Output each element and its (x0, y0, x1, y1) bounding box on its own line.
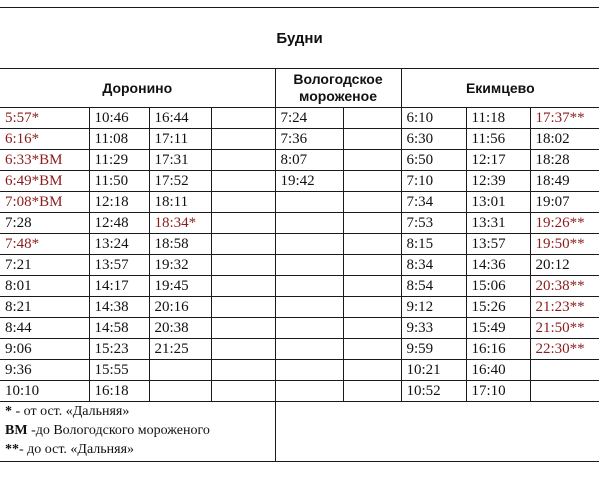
table-row (0, 255, 599, 276)
departure-time-cell: 12:17 (466, 150, 530, 171)
departure-time-cell (211, 360, 275, 381)
legend-text: -до Вологодского мороженого (27, 423, 210, 438)
departure-time-cell: 18:58 (149, 234, 211, 255)
departure-time-cell: 13:24 (89, 234, 149, 255)
departure-time-cell: 7:24 (275, 108, 343, 129)
departure-time-cell: 16:16 (466, 339, 530, 360)
table-row (0, 150, 599, 171)
stop-vologodskoe-heading: Вологодское мороженое (275, 69, 401, 108)
departure-time-cell: 9:12 (401, 297, 466, 318)
departure-time-cell: 11:29 (89, 150, 149, 171)
departure-time-cell (343, 129, 401, 150)
departure-time-cell: 11:08 (89, 129, 149, 150)
table-row (0, 297, 599, 318)
departure-time-cell (275, 276, 343, 297)
departure-time-cell (343, 108, 401, 129)
table-row (0, 171, 599, 192)
departure-time-cell (343, 339, 401, 360)
departure-time-cell: 8:34 (401, 255, 466, 276)
departure-time-cell (530, 360, 599, 381)
departure-time-cell (211, 255, 275, 276)
legend-mark: ** (5, 442, 19, 457)
departure-time-cell: 18:11 (149, 192, 211, 213)
departure-time-cell (275, 360, 343, 381)
departure-time-cell: 10:10 (0, 381, 89, 402)
departure-time-cell (343, 192, 401, 213)
departure-time-cell: 6:49*ВМ (0, 171, 89, 192)
departure-time-cell: 8:01 (0, 276, 89, 297)
table-row (0, 192, 599, 213)
departure-time-cell: 13:57 (466, 234, 530, 255)
departure-time-cell (275, 297, 343, 318)
departure-time-cell: 14:38 (89, 297, 149, 318)
departure-time-cell: 15:23 (89, 339, 149, 360)
departure-time-cell: 10:52 (401, 381, 466, 402)
departure-time-cell (343, 234, 401, 255)
departure-time-cell (530, 381, 599, 402)
departure-time-cell: 7:48* (0, 234, 89, 255)
departure-time-cell: 10:21 (401, 360, 466, 381)
departure-time-cell (211, 192, 275, 213)
departure-time-cell: 12:39 (466, 171, 530, 192)
departure-time-cell: 13:57 (89, 255, 149, 276)
empty-notes-cell (275, 402, 599, 462)
departure-time-cell: 10:46 (89, 108, 149, 129)
departure-time-cell: 7:28 (0, 213, 89, 234)
departure-time-cell: 8:15 (401, 234, 466, 255)
departure-time-cell: 21:25 (149, 339, 211, 360)
departure-time-cell: 8:21 (0, 297, 89, 318)
departure-time-cell: 18:49 (530, 171, 599, 192)
departure-time-cell: 22:30** (530, 339, 599, 360)
departure-time-cell (343, 318, 401, 339)
bus-schedule-table (0, 7, 599, 462)
departure-time-cell (149, 360, 211, 381)
departure-time-cell: 17:31 (149, 150, 211, 171)
notes-row (0, 402, 599, 462)
legend-note (5, 440, 275, 459)
departure-time-cell: 17:11 (149, 129, 211, 150)
departure-time-cell: 19:50** (530, 234, 599, 255)
departure-time-cell: 19:26** (530, 213, 599, 234)
departure-time-cell: 18:02 (530, 129, 599, 150)
departure-time-cell: 19:07 (530, 192, 599, 213)
stops-header-row (0, 69, 599, 108)
departure-time-cell: 11:56 (466, 129, 530, 150)
departure-time-cell: 7:10 (401, 171, 466, 192)
schedule-title: Будни (0, 8, 599, 69)
departure-time-cell: 15:26 (466, 297, 530, 318)
departure-time-cell (275, 318, 343, 339)
table-row (0, 108, 599, 129)
table-row (0, 276, 599, 297)
departure-time-cell: 9:36 (0, 360, 89, 381)
departure-time-cell: 16:40 (466, 360, 530, 381)
departure-time-cell (211, 234, 275, 255)
departure-time-cell: 18:34* (149, 213, 211, 234)
departure-time-cell: 17:10 (466, 381, 530, 402)
departure-time-cell: 18:28 (530, 150, 599, 171)
departure-time-cell (275, 255, 343, 276)
departure-time-cell (275, 339, 343, 360)
departure-time-cell: 7:36 (275, 129, 343, 150)
legend-text: - до ост. «Дальняя» (19, 442, 135, 457)
legend-note (5, 421, 275, 440)
departure-time-cell: 6:50 (401, 150, 466, 171)
departure-time-cell: 6:16* (0, 129, 89, 150)
departure-time-cell: 19:42 (275, 171, 343, 192)
departure-time-cell (211, 297, 275, 318)
table-row (0, 213, 599, 234)
departure-time-cell: 15:49 (466, 318, 530, 339)
departure-time-cell (343, 255, 401, 276)
departure-time-cell: 13:01 (466, 192, 530, 213)
departure-time-cell: 20:38** (530, 276, 599, 297)
departure-time-cell: 19:32 (149, 255, 211, 276)
table-row (0, 234, 599, 255)
departure-time-cell: 6:30 (401, 129, 466, 150)
departure-time-cell (211, 381, 275, 402)
legend-mark: * (5, 404, 12, 419)
table-row (0, 360, 599, 381)
departure-time-cell (211, 171, 275, 192)
table-row (0, 381, 599, 402)
departure-time-cell: 14:36 (466, 255, 530, 276)
departure-time-cell: 15:06 (466, 276, 530, 297)
departure-time-cell: 15:55 (89, 360, 149, 381)
legend-text: - от ост. «Дальняя» (12, 404, 130, 419)
table-row (0, 129, 599, 150)
departure-time-cell: 8:07 (275, 150, 343, 171)
departure-time-cell: 12:48 (89, 213, 149, 234)
legend-notes (0, 402, 275, 462)
departure-time-cell (343, 150, 401, 171)
departure-time-cell: 7:21 (0, 255, 89, 276)
title-row (0, 8, 599, 69)
departure-time-cell (343, 381, 401, 402)
stop-ekimtsevo-heading: Екимцево (401, 69, 599, 108)
departure-time-cell: 7:53 (401, 213, 466, 234)
departure-time-cell: 20:16 (149, 297, 211, 318)
legend-note (5, 402, 275, 421)
departure-time-cell: 9:59 (401, 339, 466, 360)
departure-time-cell (275, 381, 343, 402)
departure-time-cell: 21:50** (530, 318, 599, 339)
departure-time-cell: 6:33*ВМ (0, 150, 89, 171)
departure-time-cell: 8:54 (401, 276, 466, 297)
departure-time-cell: 20:12 (530, 255, 599, 276)
departure-time-cell (343, 360, 401, 381)
departure-time-cell (275, 192, 343, 213)
departure-time-cell: 20:38 (149, 318, 211, 339)
departure-time-cell: 11:50 (89, 171, 149, 192)
departure-time-cell: 14:17 (89, 276, 149, 297)
departure-time-cell: 19:45 (149, 276, 211, 297)
departure-time-cell: 11:18 (466, 108, 530, 129)
departure-time-cell: 6:10 (401, 108, 466, 129)
departure-time-cell: 8:44 (0, 318, 89, 339)
departure-time-cell (275, 213, 343, 234)
stop-doronino-heading: Доронино (0, 69, 275, 108)
departure-time-cell (343, 297, 401, 318)
departure-time-cell: 5:57* (0, 108, 89, 129)
departure-time-cell (211, 318, 275, 339)
departure-time-cell: 9:06 (0, 339, 89, 360)
departure-time-cell: 14:58 (89, 318, 149, 339)
departure-time-cell (149, 381, 211, 402)
departure-time-cell (275, 234, 343, 255)
departure-time-cell: 17:37** (530, 108, 599, 129)
table-row (0, 318, 599, 339)
departure-time-cell: 13:31 (466, 213, 530, 234)
legend-mark: ВМ (5, 423, 28, 438)
departure-time-cell: 7:34 (401, 192, 466, 213)
departure-time-cell (343, 276, 401, 297)
departure-time-cell (211, 276, 275, 297)
departure-time-cell: 17:52 (149, 171, 211, 192)
departure-time-cell: 9:33 (401, 318, 466, 339)
departure-time-cell (211, 129, 275, 150)
departure-time-cell: 16:18 (89, 381, 149, 402)
departure-time-cell (211, 108, 275, 129)
departure-time-cell: 7:08*ВМ (0, 192, 89, 213)
table-row (0, 339, 599, 360)
departure-time-cell (211, 150, 275, 171)
departure-time-cell: 12:18 (89, 192, 149, 213)
departure-time-cell: 21:23** (530, 297, 599, 318)
departure-time-cell (211, 339, 275, 360)
departure-time-cell (343, 213, 401, 234)
departure-time-cell (343, 171, 401, 192)
departure-time-cell: 16:44 (149, 108, 211, 129)
departure-time-cell (211, 213, 275, 234)
